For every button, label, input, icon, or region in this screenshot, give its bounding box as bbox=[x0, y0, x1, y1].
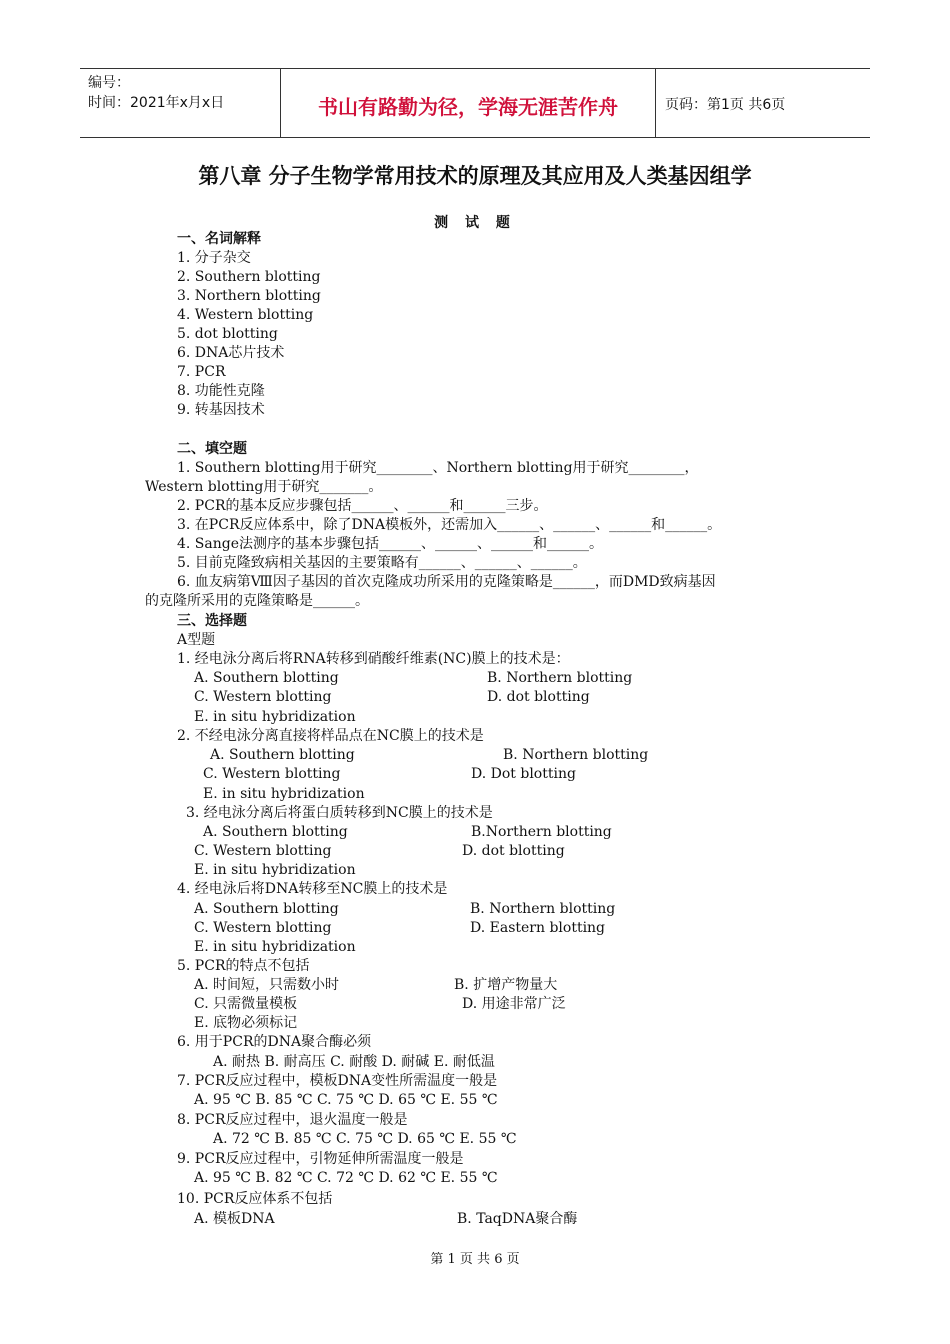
code-label: 编号： bbox=[88, 75, 130, 91]
option-d: D. dot blotting bbox=[462, 843, 565, 859]
option-b: B. Northern blotting bbox=[503, 747, 649, 763]
option-a: A. 模板DNA bbox=[194, 1211, 275, 1227]
options-row: A. 95 ℃ B. 85 ℃ C. 75 ℃ D. 65 ℃ E. 55 ℃ bbox=[194, 1092, 498, 1108]
text-line: 1. 分子杂交 bbox=[177, 250, 251, 266]
text-line: 2. PCR的基本反应步骤包括______、______和______三步。 bbox=[177, 498, 548, 514]
option-a: A. Southern blotting bbox=[194, 670, 339, 686]
option-d: D. dot blotting bbox=[487, 689, 590, 705]
option-c: C. 只需微量模板 bbox=[194, 996, 298, 1012]
text-line: 3. 在PCR反应体系中，除了DNA模板外，还需加入______、______、______和______。 bbox=[177, 517, 722, 533]
option-c: C. Western blotting bbox=[194, 689, 332, 705]
question-stem: 2. 不经电泳分离直接将样品点在NC膜上的技术是 bbox=[177, 728, 484, 744]
option-e: E. 底物必须标记 bbox=[194, 1015, 298, 1031]
question-stem: 7. PCR反应过程中，模板DNA变性所需温度一般是 bbox=[177, 1073, 498, 1089]
text-line: Western blotting用于研究_______。 bbox=[145, 479, 383, 495]
option-e: E. in situ hybridization bbox=[194, 709, 356, 725]
text-line: 3. Northern blotting bbox=[177, 288, 321, 304]
test-subtitle: 测 试 题 bbox=[434, 215, 516, 231]
option-d: D. Eastern blotting bbox=[470, 920, 606, 936]
question-stem: 5. PCR的特点不包括 bbox=[177, 958, 310, 974]
option-b: B. TaqDNA聚合酶 bbox=[457, 1211, 578, 1227]
question-stem: 4. 经电泳后将DNA转移至NC膜上的技术是 bbox=[177, 881, 448, 897]
text-line: 6. 血友病第Ⅷ因子基因的首次克隆成功所采用的克隆策略是______，而DMD致病基因 bbox=[177, 574, 716, 590]
text-line: 4. Western blotting bbox=[177, 307, 314, 323]
date-label: 时间：2021年x月x日 bbox=[88, 95, 225, 111]
options-row: A. 72 ℃ B. 85 ℃ C. 75 ℃ D. 65 ℃ E. 55 ℃ bbox=[213, 1131, 517, 1147]
option-e: E. in situ hybridization bbox=[194, 939, 356, 955]
motto: 书山有路勤为径，学海无涯苦作舟 bbox=[318, 95, 618, 119]
page-info: 页码：第1页 共6页 bbox=[665, 97, 786, 113]
text-line: 5. 目前克隆致病相关基因的主要策略有______、______、______。 bbox=[177, 555, 587, 571]
question-stem: 9. PCR反应过程中，引物延伸所需温度一般是 bbox=[177, 1151, 464, 1167]
option-c: C. Western blotting bbox=[194, 920, 332, 936]
header-motto-cell bbox=[280, 69, 656, 137]
question-stem: 3. 经电泳分离后将蛋白质转移到NC膜上的技术是 bbox=[186, 805, 493, 821]
text-line: 2. Southern blotting bbox=[177, 269, 321, 285]
option-d: D. 用途非常广泛 bbox=[462, 996, 566, 1012]
option-c: C. Western blotting bbox=[194, 843, 332, 859]
options-row: A. 耐热 B. 耐高压 C. 耐酸 D. 耐碱 E. 耐低温 bbox=[213, 1054, 495, 1070]
option-a: A. Southern blotting bbox=[194, 901, 339, 917]
page-header bbox=[80, 68, 870, 138]
option-b: B. Northern blotting bbox=[470, 901, 616, 917]
text-line: 8. 功能性克隆 bbox=[177, 383, 265, 399]
option-e: E. in situ hybridization bbox=[194, 862, 356, 878]
option-a: A. Southern blotting bbox=[210, 747, 355, 763]
option-c: C. Western blotting bbox=[203, 766, 341, 782]
header-page-cell bbox=[655, 69, 870, 137]
question-stem: 10. PCR反应体系不包括 bbox=[177, 1191, 333, 1207]
option-a: A. 时间短，只需数小时 bbox=[194, 977, 340, 993]
option-b: B. 扩增产物量大 bbox=[454, 977, 558, 993]
text-line: 5. dot blotting bbox=[177, 326, 278, 342]
chapter-title: 第八章 分子生物学常用技术的原理及其应用及人类基因组学 bbox=[198, 164, 752, 188]
option-b: B.Northern blotting bbox=[471, 824, 612, 840]
text-line: 6. DNA芯片技术 bbox=[177, 345, 285, 361]
text-line: 的克隆所采用的克隆策略是______。 bbox=[145, 593, 369, 609]
option-e: E. in situ hybridization bbox=[203, 786, 365, 802]
text-line: A型题 bbox=[177, 632, 216, 648]
question-stem: 6. 用于PCR的DNA聚合酶必须 bbox=[177, 1034, 372, 1050]
section-heading: 一、名词解释 bbox=[177, 231, 261, 247]
question-stem: 1. 经电泳分离后将RNA转移到硝酸纤维素(NC)膜上的技术是： bbox=[177, 651, 570, 667]
text-line: 4. Sange法测序的基本步骤包括______、______、______和______。 bbox=[177, 536, 604, 552]
section-heading: 三、选择题 bbox=[177, 613, 247, 629]
page-footer: 第 1 页 共 6 页 bbox=[430, 1252, 520, 1267]
text-line: 9. 转基因技术 bbox=[177, 402, 265, 418]
option-d: D. Dot blotting bbox=[471, 766, 576, 782]
header-meta-cell bbox=[80, 69, 280, 137]
option-a: A. Southern blotting bbox=[203, 824, 348, 840]
options-row: A. 95 ℃ B. 82 ℃ C. 72 ℃ D. 62 ℃ E. 55 ℃ bbox=[194, 1170, 498, 1186]
text-line: 1. Southern blotting用于研究________、Northern blotting用于研究________， bbox=[177, 460, 699, 476]
section-heading: 二、填空题 bbox=[177, 441, 247, 457]
question-stem: 8. PCR反应过程中，退火温度一般是 bbox=[177, 1112, 408, 1128]
text-line: 7. PCR bbox=[177, 364, 226, 380]
option-b: B. Northern blotting bbox=[487, 670, 633, 686]
